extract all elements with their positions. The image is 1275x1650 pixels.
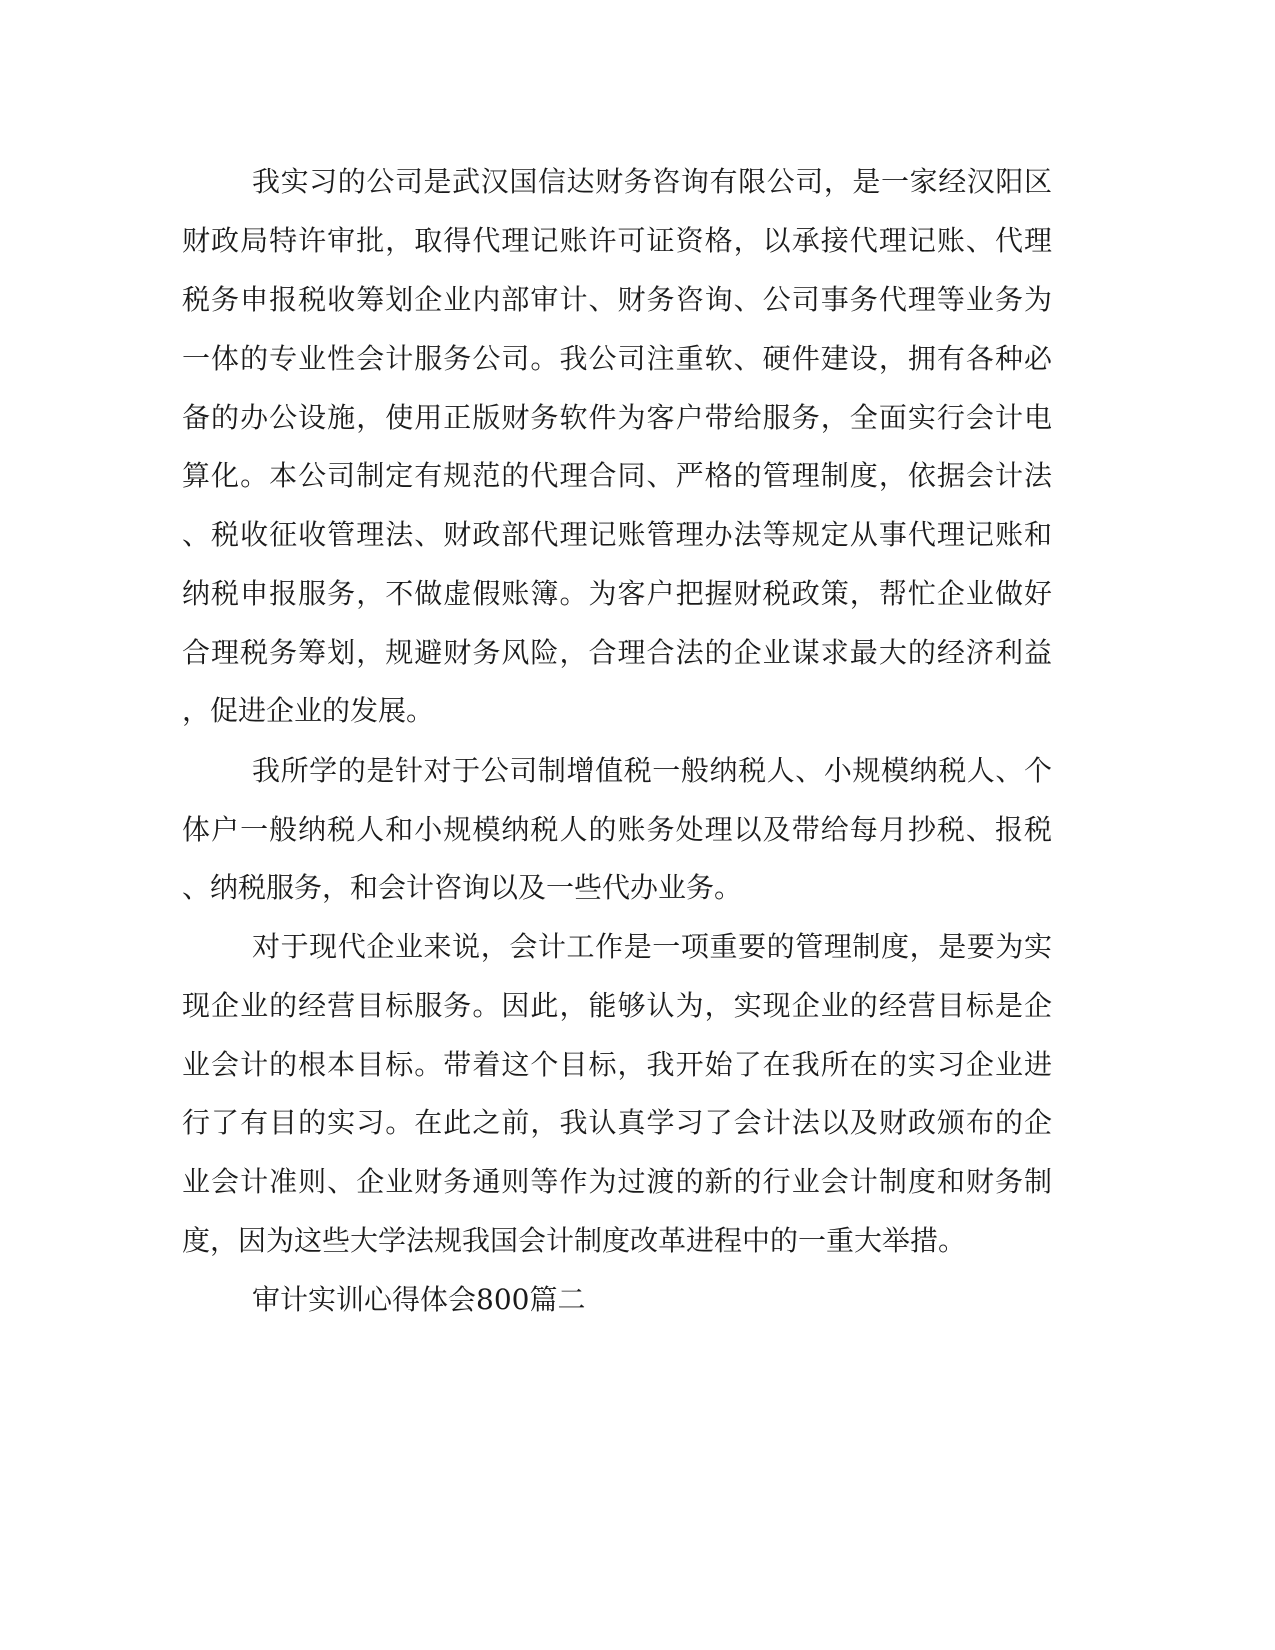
text-line: 度，因为这些大学法规我国会计制度改革进程中的一重大举措。: [182, 1224, 967, 1257]
text-line: ，促进企业的发展。: [182, 694, 435, 727]
text-line: 现企业的经营目标服务。因此，能够认为，实现企业的经营目标是企: [182, 989, 1052, 1022]
text-line: 、税收征收管理法、财政部代理记账管理办法等规定从事代理记账和: [182, 518, 1052, 551]
text-line: 、纳税服务，和会计咨询以及一些代办业务。: [182, 871, 743, 904]
text-line: 行了有目的实习。在此之前，我认真学习了会计法以及财政颁布的企: [182, 1106, 1052, 1139]
text-line: 我实习的公司是武汉国信达财务咨询有限公司，是一家经汉阳区: [252, 165, 1052, 198]
text-line: 业会计的根本目标。带着这个目标，我开始了在我所在的实习企业进: [182, 1048, 1052, 1081]
text-line: 税务申报税收筹划企业内部审计、财务咨询、公司事务代理等业务为: [182, 283, 1052, 316]
text-line: 合理税务筹划，规避财务风险，合理合法的企业谋求最大的经济利益: [182, 636, 1052, 669]
text-line: 算化。本公司制定有规范的代理合同、严格的管理制度，依据会计法: [182, 459, 1052, 492]
text-line: 我所学的是针对于公司制增值税一般纳税人、小规模纳税人、个: [252, 754, 1052, 787]
text-line: 对于现代企业来说，会计工作是一项重要的管理制度，是要为实: [252, 930, 1052, 963]
text-line: 业会计准则、企业财务通则等作为过渡的新的行业会计制度和财务制: [182, 1165, 1052, 1198]
section-heading: 审计实训心得体会800篇二: [252, 1283, 586, 1316]
text-line: 纳税申报服务，不做虚假账簿。为客户把握财税政策，帮忙企业做好: [182, 577, 1052, 610]
text-line: 体户一般纳税人和小规模纳税人的账务处理以及带给每月抄税、报税: [182, 813, 1052, 846]
text-line: 备的办公设施，使用正版财务软件为客户带给服务，全面实行会计电: [182, 401, 1052, 434]
text-line: 财政局特许审批，取得代理记账许可证资格，以承接代理记账、代理: [182, 224, 1052, 257]
text-line: 一体的专业性会计服务公司。我公司注重软、硬件建设，拥有各种必: [182, 342, 1052, 375]
